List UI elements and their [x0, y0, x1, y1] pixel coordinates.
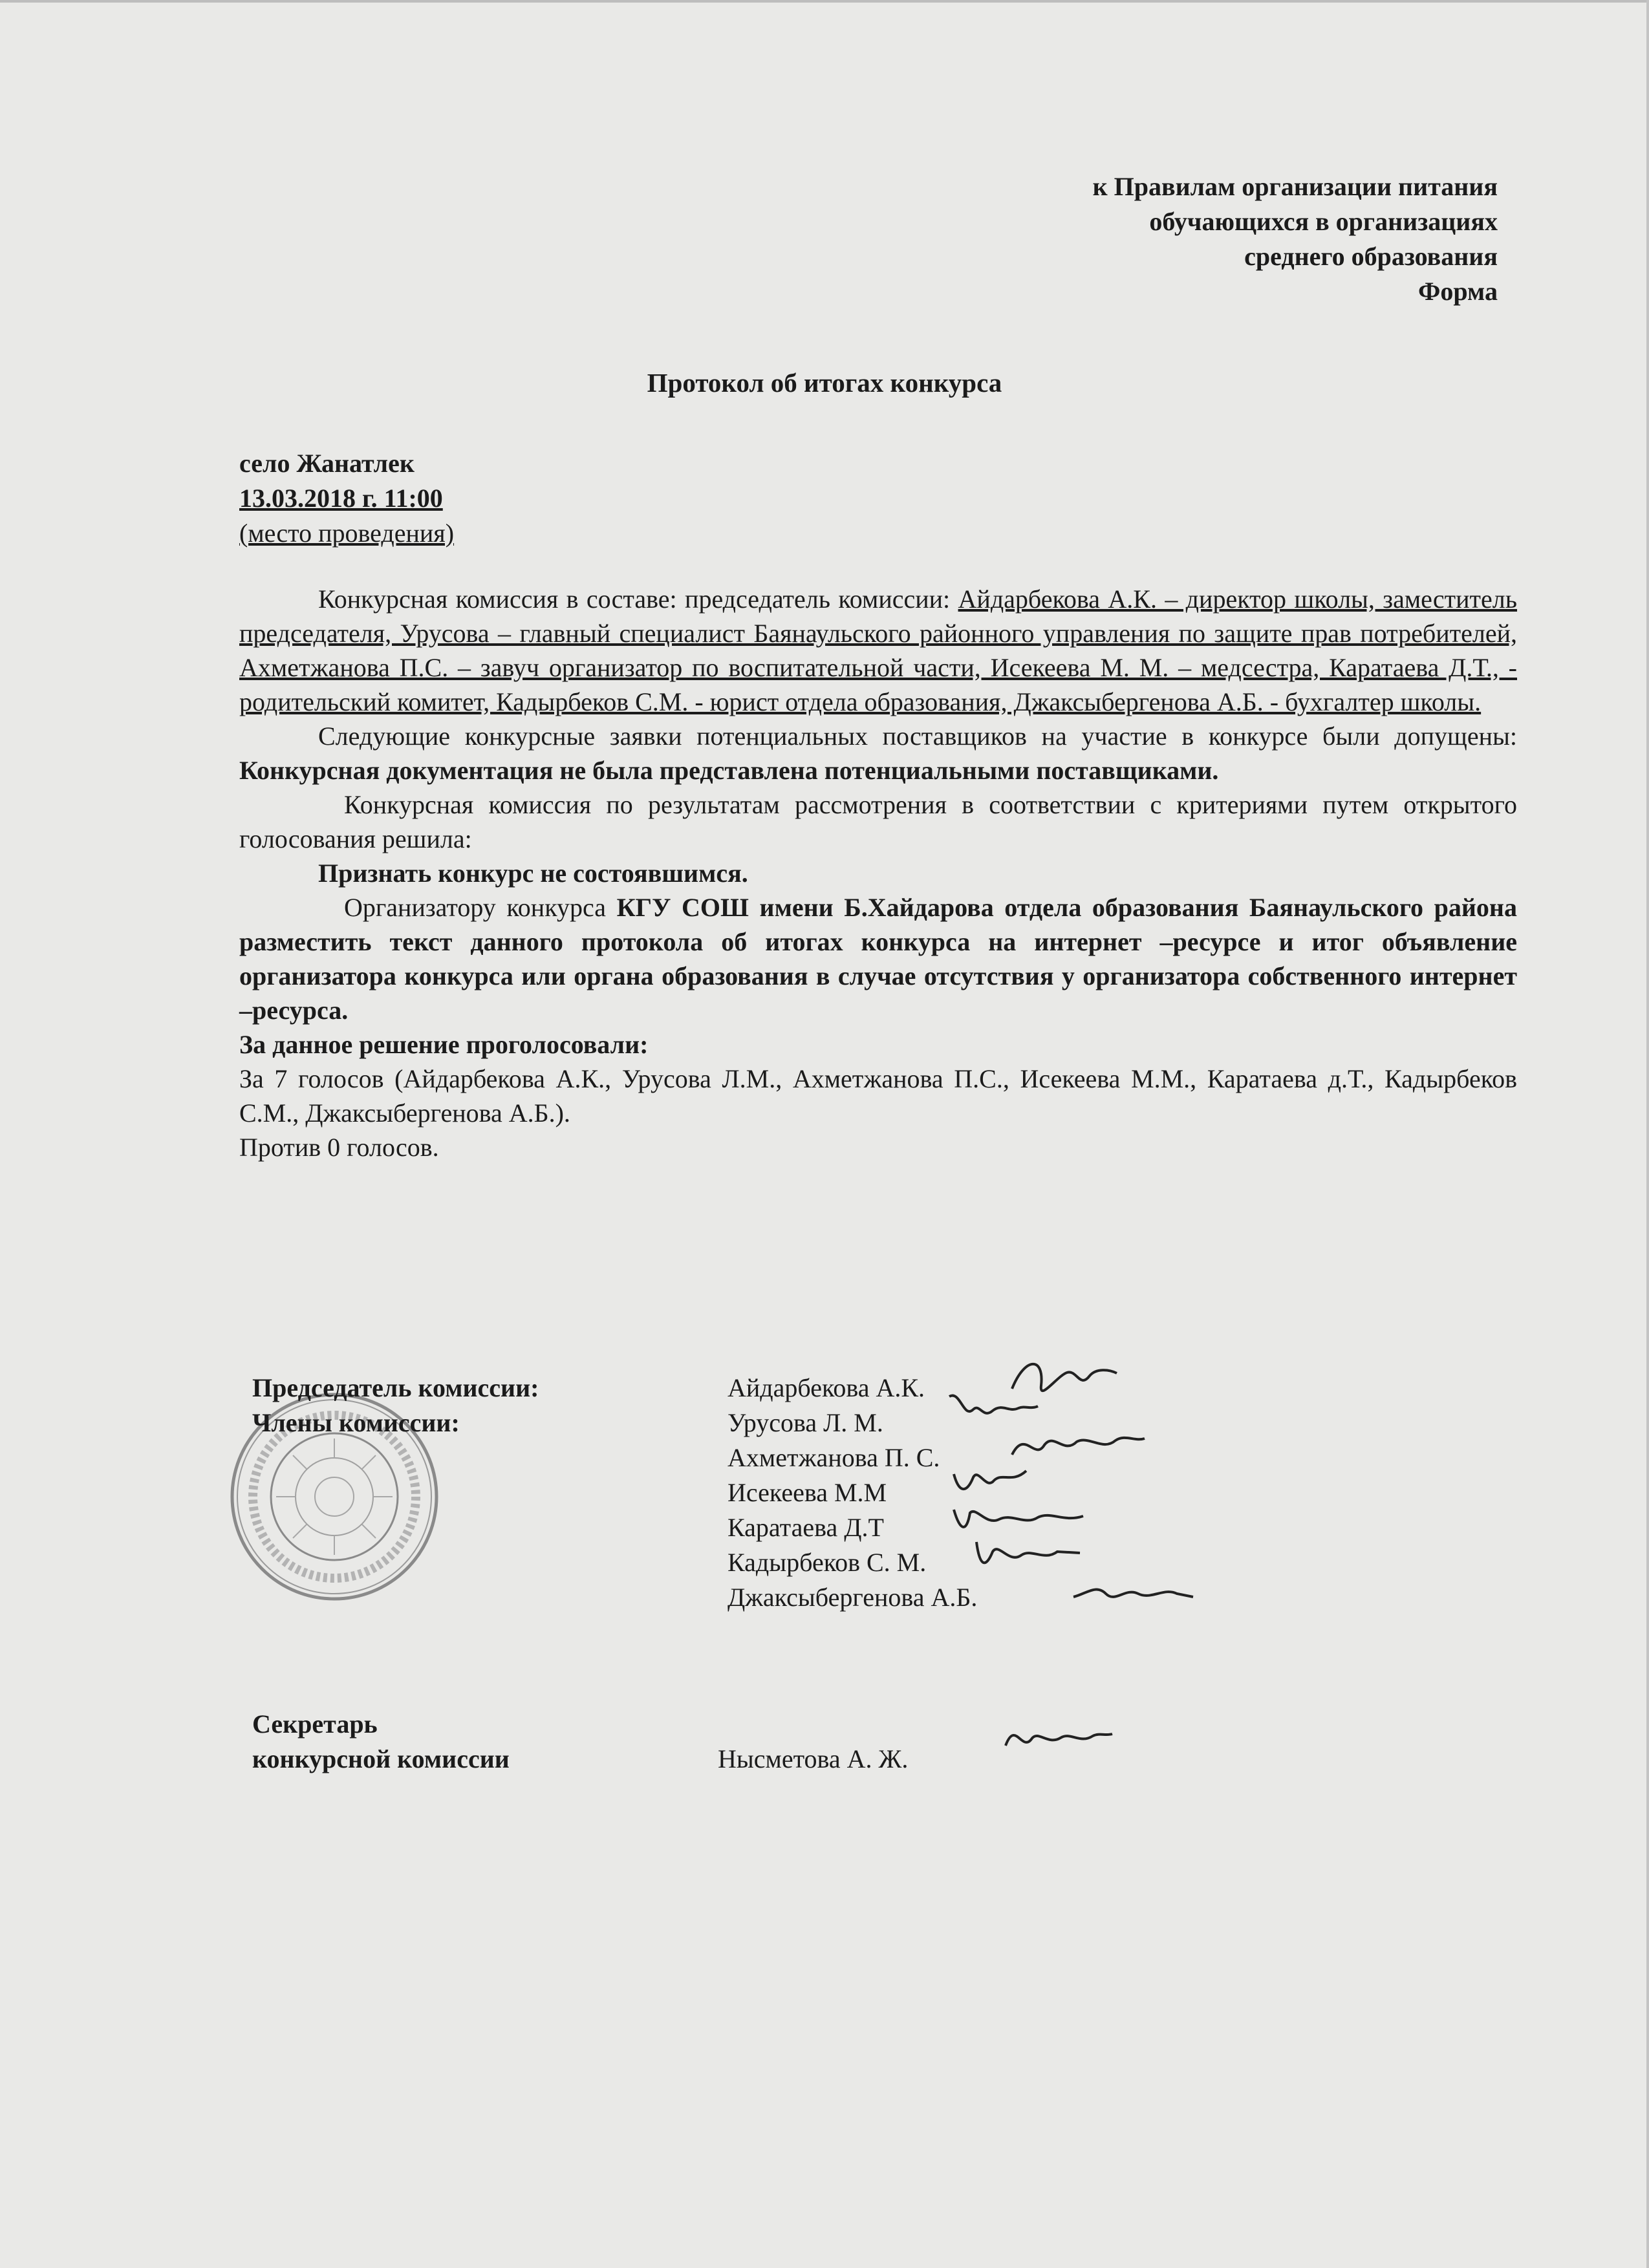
header-line: обучающихся в организациях	[1149, 207, 1498, 236]
commission-paragraph	[239, 582, 1517, 719]
votes-for: За 7 голосов (Айдарбекова А.К., Урусова Л.М., Ахметжанова П.С., Исекеева М.М., Каратаева д.Т., Кадырбеков С.М., Джаксыбергенова А.Б.).	[239, 1064, 1517, 1128]
document-title: Протокол об итогах конкурса	[647, 368, 1002, 398]
secretary-label: конкурсной комиссии	[252, 1744, 510, 1773]
signature-row	[252, 1510, 1287, 1545]
signature-row	[252, 1371, 1287, 1406]
village-name: село Жанатлек	[239, 449, 415, 478]
signatory-name: Кадырбеков С. М.	[727, 1548, 927, 1577]
organizer-intro: Организатору конкурса	[344, 893, 617, 922]
header-line: среднего образования	[1244, 242, 1498, 271]
signatory-name: Ахметжанова П. С.	[727, 1443, 940, 1472]
decision-paragraph: Конкурсная комиссия по результатам рассмотрения в соответствии с критериями путем открытого голосования решила:	[239, 790, 1517, 853]
members-label: Члены комиссии:	[252, 1408, 460, 1437]
votes-against: Против 0 голосов.	[239, 1133, 439, 1162]
votes-heading: За данное решение проголосовали:	[239, 1030, 649, 1059]
organizer-instruction: КГУ СОШ имени Б.Хайдарова отдела образования Баянаульского района разместить текст данного протокола об итогах конкурса на интернет –ресурсе и итог объявление организатора конкурса или органа образования в случае отсутствия у организатора собственного интернет –ресурса.	[239, 893, 1517, 1025]
signatory-name: Айдарбекова А.К.	[727, 1373, 925, 1402]
signatory-name: Джаксыбергенова А.Б.	[727, 1583, 978, 1612]
handwritten-signature	[999, 1713, 1116, 1765]
commission-intro: Конкурсная комиссия в составе: председатель комиссии:	[318, 584, 958, 614]
secretary-label: Секретарь	[252, 1709, 378, 1738]
protocol-body	[239, 582, 1517, 1164]
handwritten-signature	[1067, 1571, 1196, 1616]
applications-paragraph	[239, 719, 1517, 787]
signatory-name: Исекеева М.М	[727, 1478, 887, 1507]
chair-label: Председатель комиссии:	[252, 1373, 539, 1402]
applications-text: Следующие конкурсные заявки потенциальных поставщиков на участие в конкурсе были допущены:	[318, 722, 1517, 751]
signature-row	[252, 1475, 1287, 1510]
decision-result: Признать конкурс не состоявшимся.	[318, 859, 748, 888]
signatory-name: Урусова Л. М.	[727, 1408, 883, 1437]
scan-edge-top	[0, 0, 1649, 3]
secretary-signature	[252, 1707, 1287, 1777]
scan-edge-right	[1646, 0, 1649, 2268]
place-note: (место проведения)	[239, 519, 455, 548]
signatory-name: Каратаева Д.Т	[727, 1513, 884, 1542]
meeting-datetime: 13.03.2018 г. 11:00	[239, 484, 443, 513]
form-header	[786, 169, 1498, 309]
header-line: Форма	[1418, 277, 1498, 306]
header-line: к Правилам организации питания	[1092, 172, 1498, 201]
applications-result: Конкурсная документация не была представлена потенциальными поставщиками.	[239, 756, 1219, 785]
place-and-date	[239, 446, 757, 551]
organizer-paragraph	[239, 890, 1517, 1027]
commission-members: Айдарбекова А.К. – директор школы, заместитель председателя, Урусова – главный специалист Баянаульского районного управления по защите прав потребителей, Ахметжанова П.С. – завуч организатор по воспитательной части, Исекеева М. М. – медсестра, Каратаева Д.Т., - родительский комитет, Кадырбеков С.М. - юрист отдела образования, Джаксыбергенова А.Б. - бухгалтер школы.	[239, 584, 1517, 716]
secretary-name: Нысметова А. Ж.	[718, 1744, 909, 1773]
